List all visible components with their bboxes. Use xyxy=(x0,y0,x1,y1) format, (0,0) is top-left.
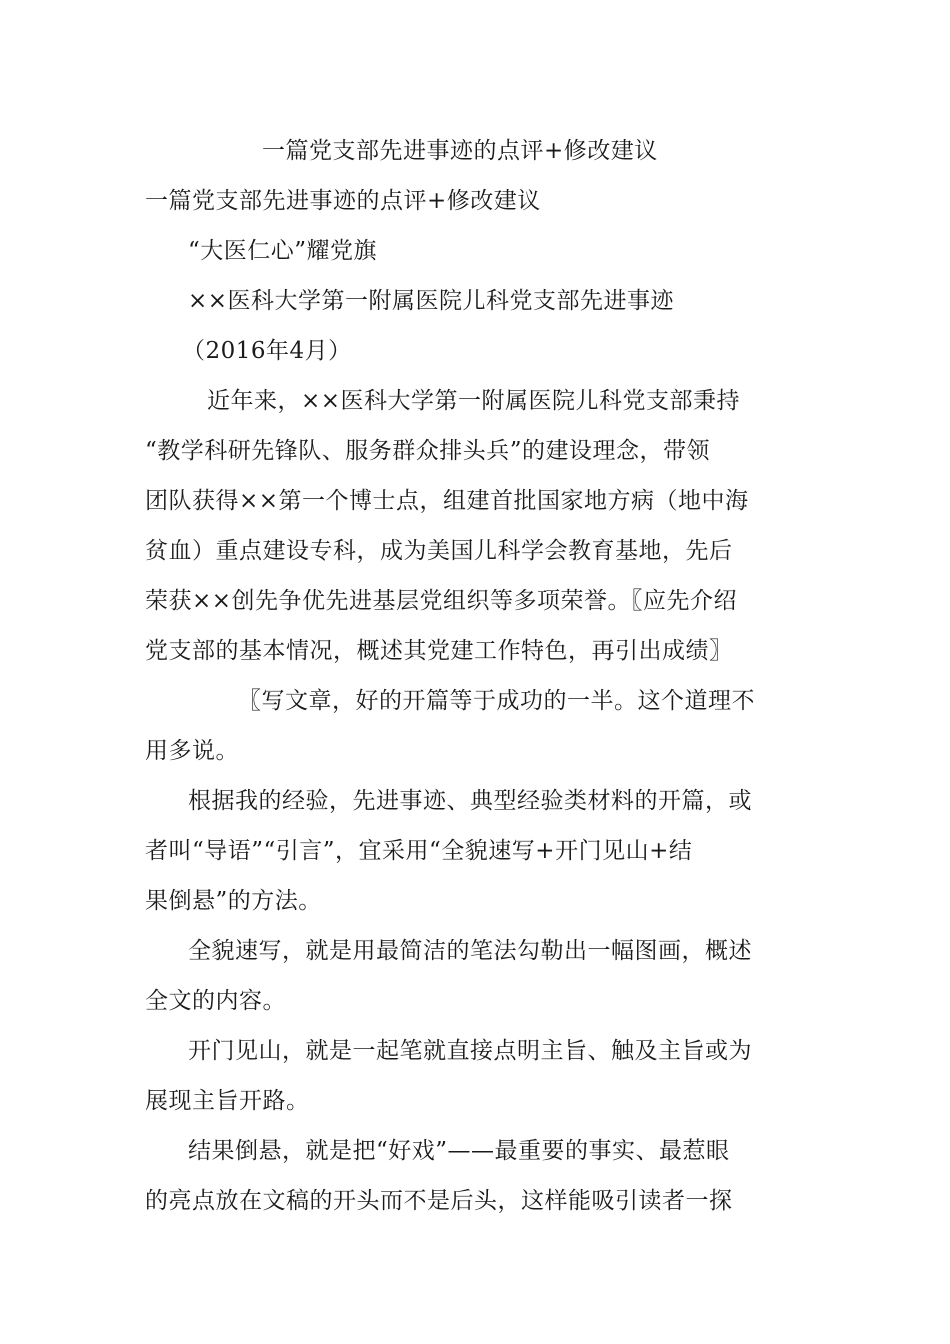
paragraph-line: 果倒悬”的方法。 xyxy=(145,888,322,914)
paragraph-line: 〖写文章，好的开篇等于成功的一半。这个道理不 xyxy=(238,688,755,714)
paragraph-line: 根据我的经验，先进事迹、典型经验类材料的开篇，或 xyxy=(188,788,752,814)
paragraph-line: 全貌速写，就是用最简洁的笔法勾勒出一幅图画，概述 xyxy=(188,938,752,964)
paragraph-line: 团队获得××第一个博士点，组建首批国家地方病（地中海 xyxy=(145,488,749,514)
paragraph-line: 者叫“导语”“引言”，宜采用“全貌速写+开门见山+结 xyxy=(145,838,693,864)
paragraph-line: 用多说。 xyxy=(145,738,239,764)
paragraph-line: 近年来，××医科大学第一附属医院儿科党支部秉持 xyxy=(207,388,741,414)
paragraph-line: 结果倒悬，就是把“好戏”——最重要的事实、最惹眼 xyxy=(188,1138,730,1164)
paragraph-line: “教学科研先锋队、服务群众排头兵”的建设理念，带领 xyxy=(145,438,711,464)
paragraph-line: 贫血）重点建设专科，成为美国儿科学会教育基地，先后 xyxy=(145,538,733,564)
doc-title: 一篇党支部先进事迹的点评+修改建议 xyxy=(145,188,541,214)
headline: “大医仁心”耀党旗 xyxy=(188,238,378,264)
subtitle: ××医科大学第一附属医院儿科党支部先进事迹 xyxy=(188,288,675,314)
paragraph-line: 全文的内容。 xyxy=(145,988,286,1014)
paragraph-line: 开门见山，就是一起笔就直接点明主旨、触及主旨或为 xyxy=(188,1038,752,1064)
date-line: （2016年4月） xyxy=(182,338,352,364)
paragraph-line: 荣获××创先争优先进基层党组织等多项荣誉。〖应先介绍 xyxy=(145,588,738,614)
paragraph-line: 党支部的基本情况，概述其党建工作特色，再引出成绩〗 xyxy=(145,638,733,664)
header-title: 一篇党支部先进事迹的点评+修改建议 xyxy=(262,138,658,164)
paragraph-line: 的亮点放在文稿的开头而不是后头，这样能吸引读者一探 xyxy=(145,1188,733,1214)
paragraph-line: 展现主旨开路。 xyxy=(145,1088,310,1114)
